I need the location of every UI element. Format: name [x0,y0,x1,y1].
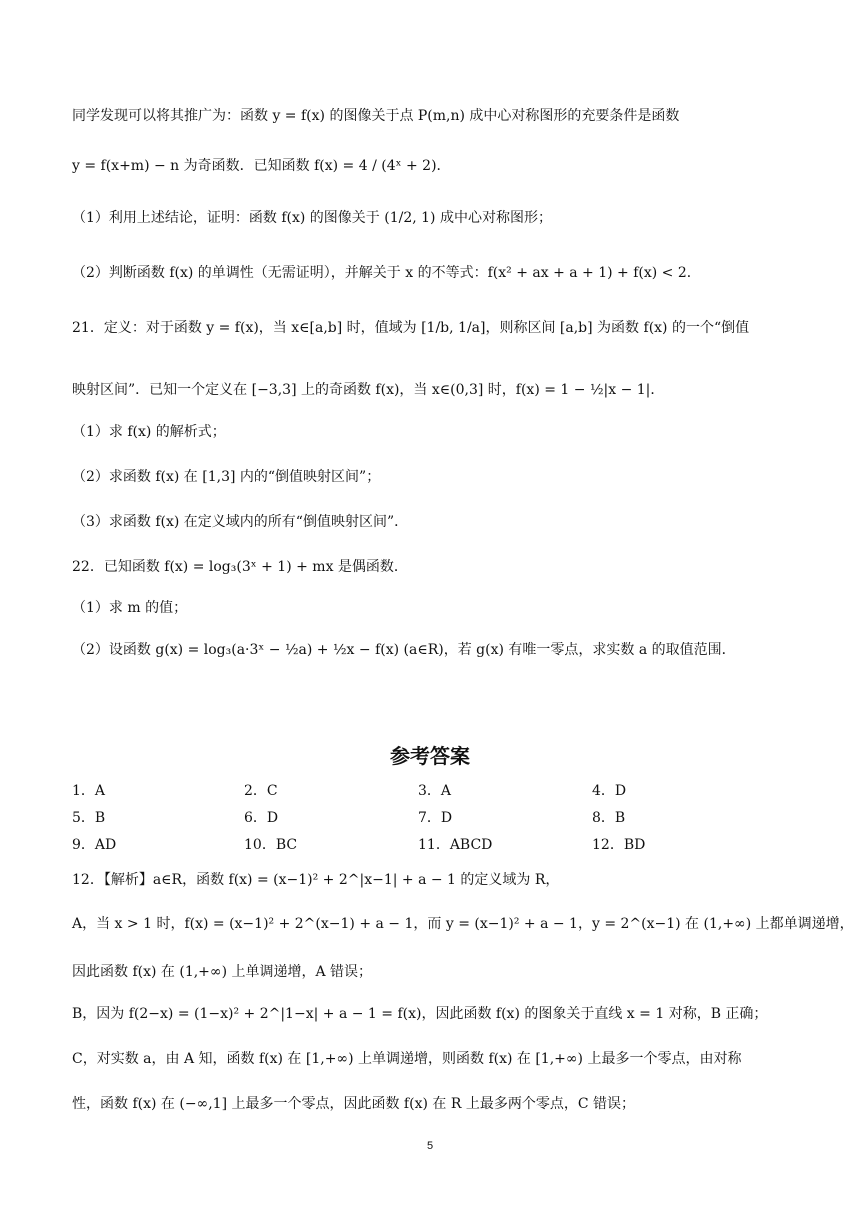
answer-item: 4．D [592,783,627,799]
answer-item: 12．BD [592,837,646,853]
answer-item: 10．BC [244,837,298,853]
solution-line-4: B，因为 f(2−x) = (1−x)² + 2^|1−x| + a − 1 = f(x)，因此函数 f(x) 的图象关于直线 x = 1 对称，B 正确； [72,1006,768,1022]
solution-line-2: A，当 x > 1 时，f(x) = (x−1)² + 2^(x−1) + a − 1，而 y = (x−1)² + a − 1，y = 2^(x−1) 在 (1,+∞) 上都单调递增， [72,916,854,932]
solution-line-3: 因此函数 f(x) 在 (1,+∞) 上单调递增，A 错误； [72,964,373,980]
text-line-7: （1）求 f(x) 的解析式； [72,424,226,440]
answer-item: 7．D [418,810,453,826]
answer-item: 11．ABCD [418,837,493,853]
answer-item: 2．C [244,783,278,799]
answer-item: 8．B [592,810,626,826]
answer-item: 5．B [72,810,106,826]
text-line-6: 映射区间”．已知一个定义在 [−3,3] 上的奇函数 f(x)，当 x∈(0,3] 时，f(x) = 1 − ½|x − 1|． [72,382,665,398]
solution-line-1: 12．【解析】a∈R，函数 f(x) = (x−1)² + 2^|x−1| + a − 1 的定义域为 R， [72,872,560,888]
page-number: 5 [426,1140,434,1152]
solution-line-6: 性，函数 f(x) 在 (−∞,1] 上最多一个零点，因此函数 f(x) 在 R 上最多两个零点，C 错误； [72,1096,635,1112]
solution-line-5: C，对实数 a，由 A 知，函数 f(x) 在 [1,+∞) 上单调递增，则函数 f(x) 在 [1,+∞) 上最多一个零点，由对称 [72,1051,742,1067]
answer-item: 6．D [244,810,279,826]
text-line-2: y = f(x+m) − n 为奇函数．已知函数 f(x) = 4 / (4ˣ + 2)． [72,158,451,174]
text-line-10: 22．已知函数 f(x) = log₃(3ˣ + 1) + mx 是偶函数． [72,559,408,575]
text-line-3: （1）利用上述结论，证明：函数 f(x) 的图像关于 (1/2, 1) 成中心对称图形； [72,210,552,226]
text-line-9: （3）求函数 f(x) 在定义域内的所有“倒值映射区间”． [72,514,409,530]
text-line-5: 21．定义：对于函数 y = f(x)，当 x∈[a,b] 时，值域为 [1/b, 1/a]，则称区间 [a,b] 为函数 f(x) 的一个“倒值 [72,320,750,336]
answer-item: 1．A [72,783,106,799]
answer-item: 3．A [418,783,452,799]
answer-title: 参考答案 [390,744,470,768]
text-line-4: （2）判断函数 f(x) 的单调性（无需证明），并解关于 x 的不等式：f(x² + ax + a + 1) + f(x) < 2． [72,265,701,281]
text-line-1: 同学发现可以将其推广为：函数 y = f(x) 的图像关于点 P(m,n) 成中心对称图形的充要条件是函数 [72,108,680,124]
text-line-12: （2）设函数 g(x) = log₃(a·3ˣ − ½a) + ½x − f(x) (a∈R)，若 g(x) 有唯一零点，求实数 a 的取值范围． [72,642,736,658]
text-line-8: （2）求函数 f(x) 在 [1,3] 内的“倒值映射区间”； [72,469,381,485]
text-line-11: （1）求 m 的值； [72,600,188,616]
answer-item: 9．AD [72,837,117,853]
